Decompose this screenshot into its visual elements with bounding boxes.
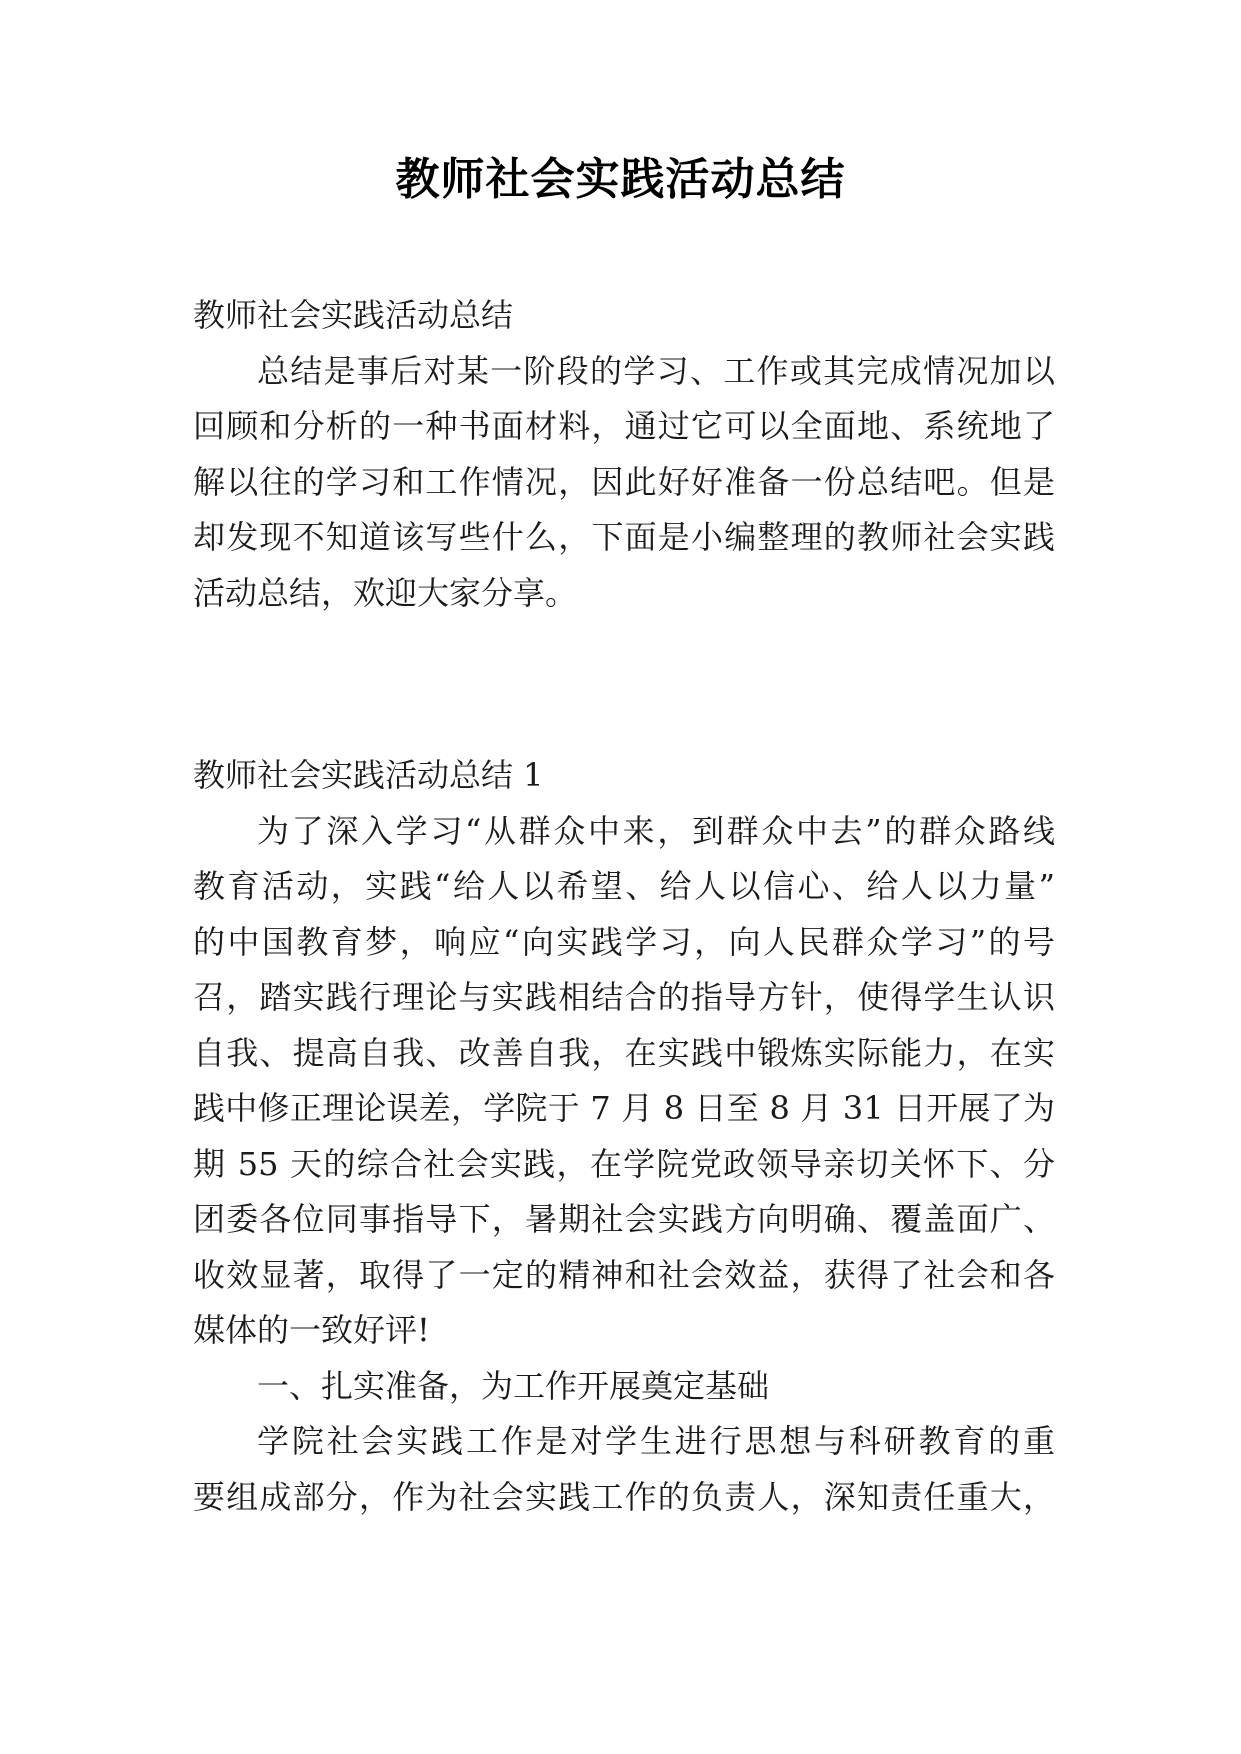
- subheading-preparation: 一、扎实准备，为工作开展奠定基础: [257, 1366, 770, 1405]
- section-1-paragraph-line: 收效显著，取得了一定的精神和社会效益，获得了社会和各: [193, 1255, 1055, 1294]
- section-1-paragraph-line: 践中修正理论误差，学院于 7 月 8 日至 8 月 31 日开展了为: [193, 1089, 1055, 1127]
- intro-paragraph-line: 回顾和分析的一种书面材料，通过它可以全面地、系统地了: [193, 407, 1055, 445]
- section-1-paragraph-line: 团委各位同事指导下，暑期社会实践方向明确、覆盖面广、: [193, 1200, 1055, 1238]
- intro-paragraph-line: 却发现不知道该写些什么，下面是小编整理的教师社会实践: [193, 518, 1055, 556]
- intro-block: [193, 288, 1055, 621]
- section-1-paragraph-line: 教育活动，实践“给人以希望、给人以信心、给人以力量”: [193, 867, 1055, 905]
- document-title: 教师社会实践活动总结: [395, 154, 846, 205]
- section-2-paragraph-line: 要组成部分，作为社会实践工作的负责人，深知责任重大，: [193, 1477, 1055, 1516]
- section-1-paragraph-line: 为了深入学习“从群众中来，到群众中去”的群众路线: [257, 811, 1055, 850]
- section-1-paragraph-line: 的中国教育梦，响应“向实践学习，向人民群众学习”的号: [193, 922, 1055, 961]
- section-1-paragraph-line: 召，踏实践行理论与实践相结合的指导方针，使得学生认识: [193, 978, 1055, 1016]
- section-1-heading: 教师社会实践活动总结 1: [193, 756, 544, 794]
- section-1-paragraph-line: 媒体的一致好评!: [193, 1311, 430, 1349]
- section-1-paragraph-line: 自我、提高自我、改善自我，在实践中锻炼实际能力，在实: [193, 1033, 1055, 1072]
- section-2-paragraph-line: 学院社会实践工作是对学生进行思想与科研教育的重: [257, 1422, 1055, 1460]
- intro-paragraph-line: 总结是事后对某一阶段的学习、工作或其完成情况加以: [257, 351, 1055, 390]
- intro-paragraph-line: 解以往的学习和工作情况，因此好好准备一份总结吧。但是: [193, 462, 1055, 501]
- intro-paragraph-line: 活动总结，欢迎大家分享。: [193, 573, 578, 612]
- section-1-paragraph-line: 期 55 天的综合社会实践，在学院党政领导亲切关怀下、分: [193, 1144, 1055, 1183]
- intro-heading: 教师社会实践活动总结: [193, 296, 514, 334]
- section-1-block: [193, 748, 1055, 1525]
